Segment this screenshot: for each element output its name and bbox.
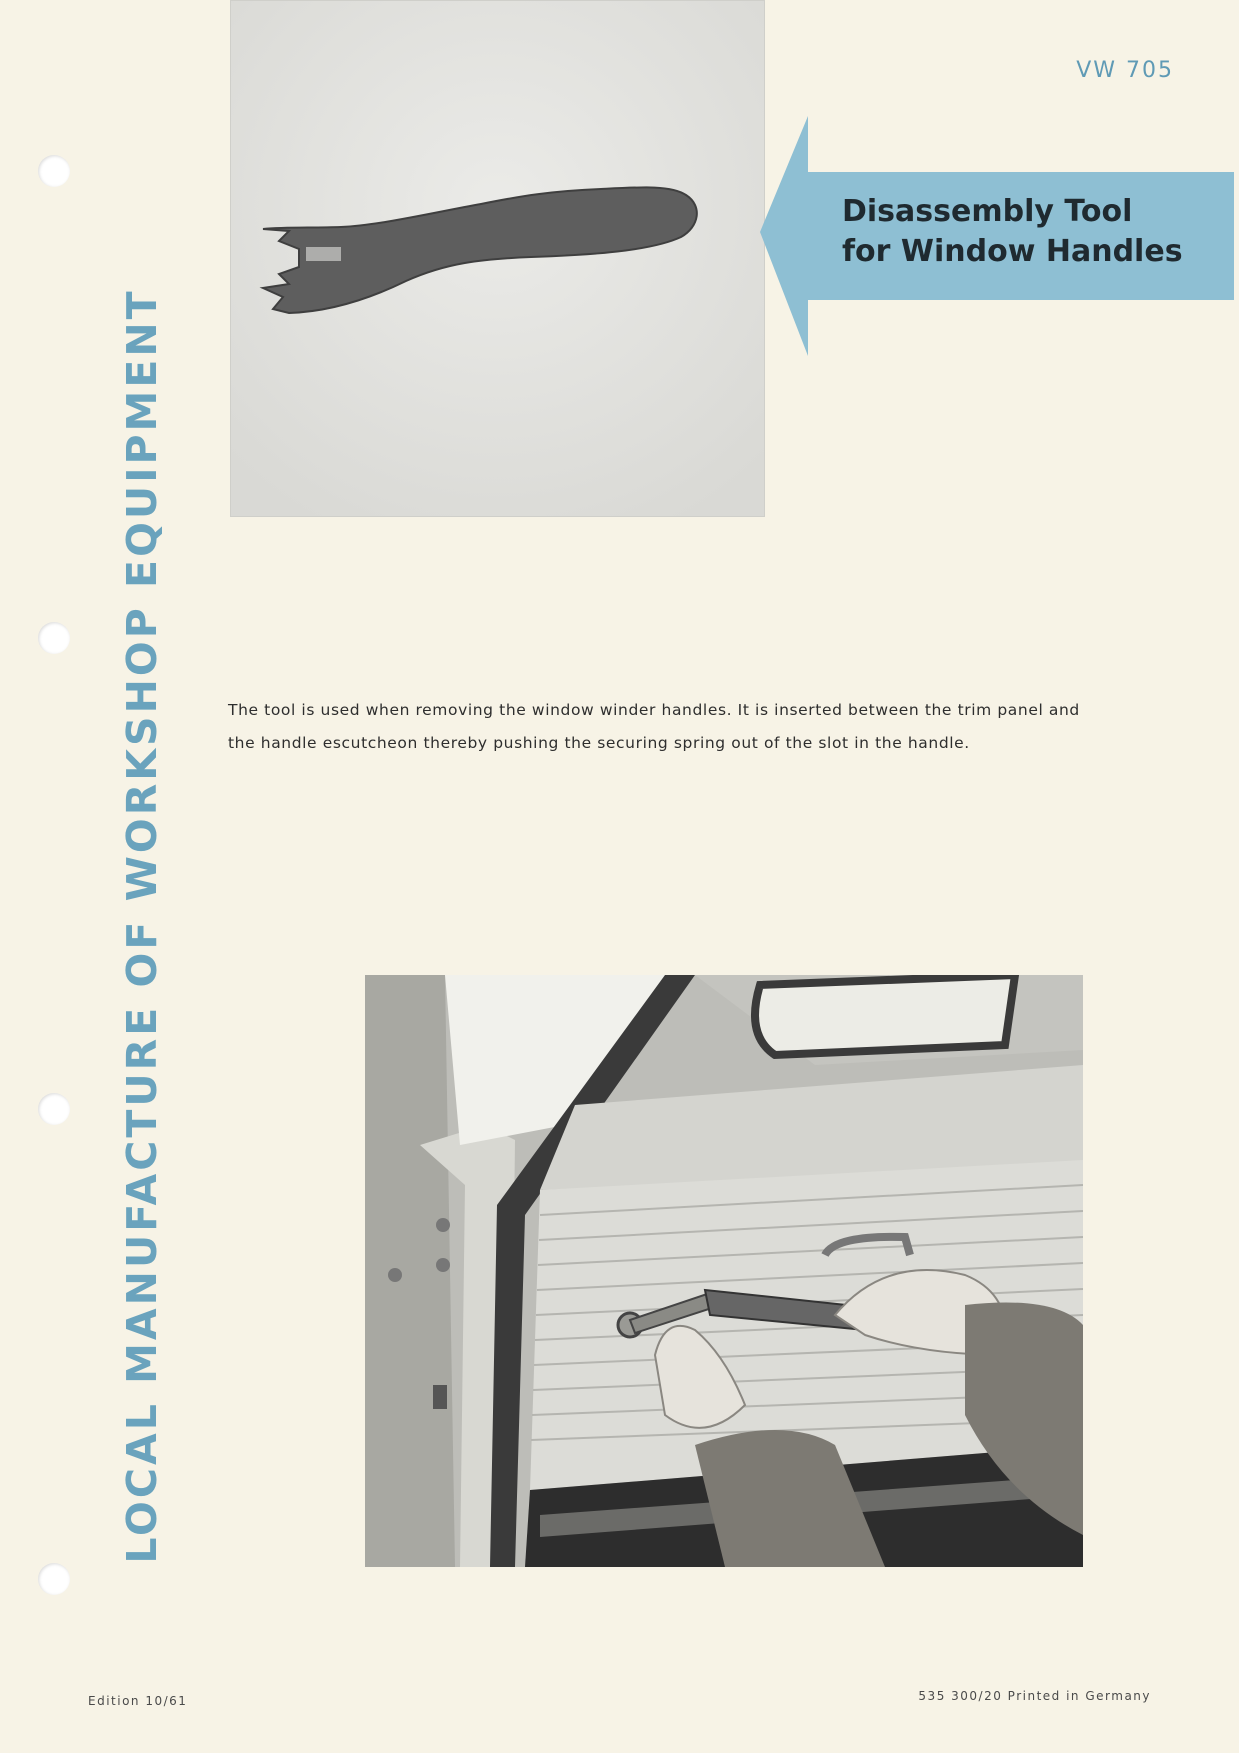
binder-hole <box>38 1563 70 1595</box>
binder-hole <box>38 155 70 187</box>
banner-title <box>842 192 1183 272</box>
title-banner <box>760 116 1234 356</box>
tool-illustration <box>231 1 764 516</box>
edition-label: Edition 10/61 <box>88 1694 188 1708</box>
banner-title-line1: Disassembly Tool <box>842 194 1133 229</box>
document-number: VW 705 <box>1076 58 1174 83</box>
description-text <box>228 694 1088 760</box>
binder-hole <box>38 622 70 654</box>
door-panel-photo <box>365 975 1083 1567</box>
description-line2: the handle escutcheon thereby pushing the securing spring out of the slot in the handle. <box>228 734 970 752</box>
side-title: LOCAL MANUFACTURE OF WORKSHOP EQUIPMENT <box>118 288 166 1564</box>
tool-photo <box>230 0 765 517</box>
banner-title-line2: for Window Handles <box>842 234 1183 269</box>
door-illustration <box>365 975 1083 1567</box>
print-info: 535 300/20 Printed in Germany <box>918 1689 1151 1703</box>
binder-hole <box>38 1093 70 1125</box>
description-line1: The tool is used when removing the window winder handles. It is inserted between the trim panel and <box>228 701 1080 719</box>
